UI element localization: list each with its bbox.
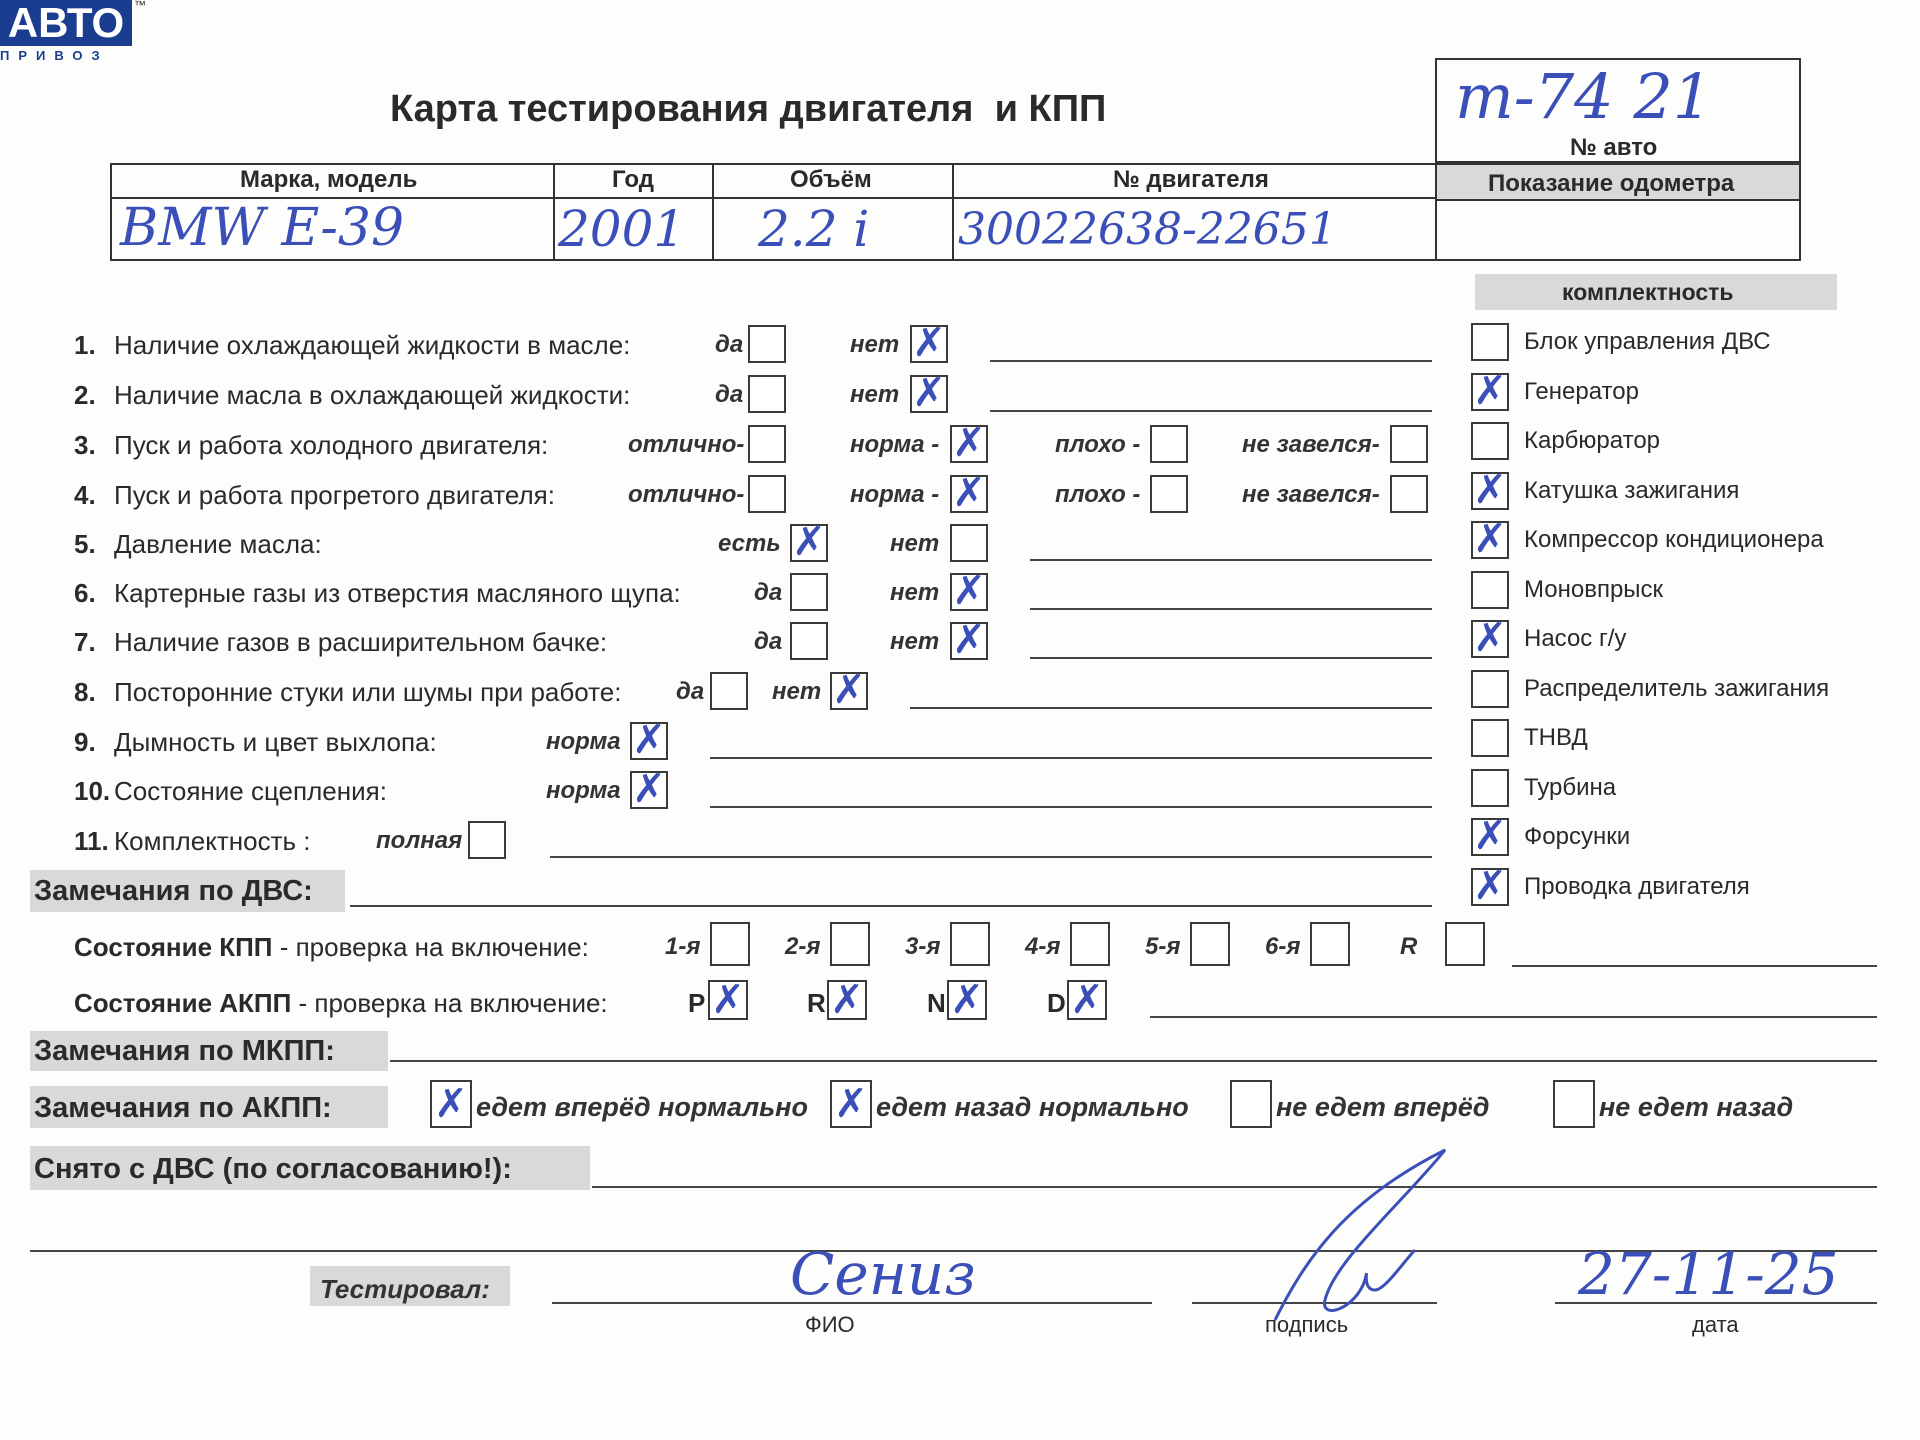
item-5-line: [1030, 559, 1432, 561]
kpp-gear-checkbox[interactable]: [1445, 922, 1485, 966]
akpp-mode-label: P: [688, 988, 706, 1018]
check-mark: ✗: [830, 977, 864, 1023]
item-6-number: 6.: [74, 578, 96, 608]
completeness-item-label: Распределитель зажигания: [1524, 674, 1830, 702]
fio-value: Сениз: [790, 1240, 976, 1308]
item-6-line: [1030, 608, 1432, 610]
date-value: 27-11-25: [1578, 1240, 1839, 1308]
item-6-option-label: нет: [890, 579, 940, 606]
kpp-gear-checkbox[interactable]: [1310, 922, 1350, 966]
item-11-text: Комплектность :: [114, 826, 311, 856]
check-mark: ✗: [632, 717, 666, 763]
item-5-text: Давление масла:: [114, 529, 322, 559]
completeness-item-label: Моновпрыск: [1524, 575, 1664, 603]
logo: [0, 0, 150, 70]
item-3-checkbox[interactable]: [748, 425, 786, 463]
item-7-text: Наличие газов в расширительном бачке:: [114, 627, 608, 657]
completeness-item-label: Проводка двигателя: [1524, 872, 1750, 900]
check-mark: ✗: [434, 1081, 468, 1127]
check-mark: ✗: [952, 568, 986, 614]
item-8-checkbox[interactable]: [710, 672, 748, 710]
item-3-option-label: не завелся-: [1242, 431, 1380, 458]
item-8-option-label: нет: [772, 678, 822, 705]
item-2-line: [990, 410, 1432, 412]
item-8-option-label: да: [676, 678, 705, 705]
item-8-line: [910, 707, 1432, 709]
kpp-gear-label: 4-я: [1025, 933, 1061, 960]
item-2-number: 2.: [74, 380, 96, 410]
item-4-checkbox[interactable]: [1150, 475, 1188, 513]
odometer-value-cell: [1435, 199, 1801, 261]
kpp-gear-checkbox[interactable]: [830, 922, 870, 966]
removed-line: [592, 1186, 1877, 1188]
kpp-gear-checkbox[interactable]: [710, 922, 750, 966]
completeness-header-label: комплектность: [1562, 279, 1734, 305]
check-mark: ✗: [1070, 977, 1104, 1023]
table-header-volume: Объём: [790, 166, 872, 193]
completeness-checkbox[interactable]: [1471, 769, 1509, 807]
akpp-remark-label: едет назад нормально: [876, 1092, 1189, 1122]
item-11-checkbox[interactable]: [468, 821, 506, 859]
item-7-checkbox[interactable]: [790, 622, 828, 660]
check-mark: ✗: [912, 370, 946, 416]
item-4-checkbox[interactable]: [1390, 475, 1428, 513]
item-8-text: Посторонние стуки или шумы при работе:: [114, 677, 622, 707]
item-11-line: [550, 856, 1432, 858]
logo-main: АВТО: [0, 0, 132, 46]
check-mark: ✗: [1473, 516, 1507, 562]
completeness-item-label: Насос г/у: [1524, 625, 1627, 652]
tested-by-label: Тестировал:: [320, 1274, 490, 1304]
item-9-text: Дымность и цвет выхлопа:: [114, 727, 437, 757]
completeness-item-label: Компрессор кондиционера: [1524, 526, 1824, 553]
signature-scribble: [1265, 1140, 1465, 1340]
logo-tm: ™: [134, 0, 146, 12]
kpp-gear-label: 1-я: [665, 933, 701, 960]
check-mark: ✗: [632, 766, 666, 812]
item-6-option-label: да: [754, 579, 783, 606]
completeness-item-label: Форсунки: [1524, 823, 1631, 850]
check-mark: ✗: [950, 977, 984, 1023]
item-4-option-label: не завелся-: [1242, 481, 1380, 508]
table-value-year: 2001: [558, 200, 686, 258]
date-label: дата: [1692, 1312, 1739, 1337]
item-4-option-label: норма -: [850, 481, 940, 508]
item-3-checkbox[interactable]: [1150, 425, 1188, 463]
item-6-checkbox[interactable]: [790, 573, 828, 611]
table-col-divider: [952, 163, 954, 261]
item-9-line: [710, 757, 1432, 759]
akpp-mode-label: N: [927, 988, 946, 1018]
item-3-number: 3.: [74, 430, 96, 460]
remarks-dvs-label: Замечания по ДВС:: [34, 875, 313, 907]
item-4-option-label: плохо -: [1055, 481, 1141, 508]
item-1-option-label: нет: [850, 331, 900, 358]
completeness-item-label: Блок управления ДВС: [1524, 328, 1771, 355]
item-9-option-label: норма: [546, 728, 621, 755]
item-7-option-label: нет: [890, 628, 940, 655]
fio-label: ФИО: [805, 1312, 855, 1337]
completeness-item-label: Турбина: [1524, 773, 1617, 801]
akpp-mode-label: R: [807, 988, 826, 1018]
akpp-remark-label: не едет назад: [1599, 1092, 1794, 1122]
item-1-option-label: да: [715, 331, 744, 358]
kpp-gear-checkbox[interactable]: [1070, 922, 1110, 966]
item-1-text: Наличие охлаждающей жидкости в масле:: [114, 330, 631, 360]
check-mark: ✗: [1473, 862, 1507, 909]
item-1-checkbox[interactable]: [748, 325, 786, 363]
item-3-option-label: отлично-: [628, 431, 745, 458]
item-11-number: 11.: [74, 826, 109, 856]
item-9-number: 9.: [74, 727, 96, 757]
completeness-checkbox[interactable]: [1471, 670, 1509, 708]
item-4-checkbox[interactable]: [748, 475, 786, 513]
item-2-checkbox[interactable]: [748, 375, 786, 413]
table-col-divider: [553, 163, 555, 261]
sign-label: подпись: [1265, 1312, 1349, 1337]
page-title: Карта тестирования двигателя и КПП: [390, 88, 1107, 130]
item-5-checkbox[interactable]: [950, 524, 988, 562]
item-3-text: Пуск и работа холодного двигателя:: [114, 430, 549, 460]
item-4-text: Пуск и работа прогретого двигателя:: [114, 480, 555, 510]
completeness-checkbox[interactable]: [1471, 422, 1509, 460]
akpp-label: Состояние АКПП - проверка на включение:: [74, 988, 608, 1018]
check-mark: ✗: [1473, 367, 1507, 414]
logo-sub: ПРИВОЗ: [0, 48, 109, 63]
kpp-line: [1512, 965, 1877, 967]
check-mark: ✗: [952, 470, 986, 516]
table-value-engine-number: 30022638-22651: [958, 204, 1337, 255]
check-mark: ✗: [832, 667, 866, 713]
akpp-mode-label: D: [1047, 988, 1066, 1018]
item-4-option-label: отлично-: [628, 481, 745, 508]
kpp-gear-checkbox[interactable]: [1190, 922, 1230, 966]
item-6-text: Картерные газы из отверстия масляного щупа:: [114, 578, 681, 608]
item-10-text: Состояние сцепления:: [114, 776, 387, 806]
item-8-number: 8.: [74, 677, 96, 707]
akpp-remark-label: не едет вперёд: [1276, 1092, 1490, 1122]
check-mark: ✗: [1473, 466, 1507, 513]
remarks-mkpp-label: Замечания по МКПП:: [34, 1035, 335, 1067]
kpp-gear-label: R: [1400, 933, 1418, 960]
item-2-option-label: да: [715, 381, 744, 408]
completeness-item-label: ТНВД: [1524, 724, 1588, 751]
item-1-line: [990, 360, 1432, 362]
remarks-mkpp-line: [390, 1060, 1877, 1062]
completeness-checkbox[interactable]: [1471, 719, 1509, 757]
removed-label: Снято с ДВС (по согласованию!):: [34, 1153, 512, 1185]
table-col-divider: [712, 163, 714, 261]
item-3-option-label: плохо -: [1055, 431, 1141, 458]
item-10-line: [710, 806, 1432, 808]
remarks-dvs-line: [350, 905, 1432, 907]
completeness-checkbox[interactable]: [1471, 323, 1509, 361]
table-header-model: Марка, модель: [240, 166, 418, 193]
remarks-akpp-label: Замечания по АКПП:: [34, 1092, 332, 1124]
kpp-gear-checkbox[interactable]: [950, 922, 990, 966]
table-value-model: BMW E-39: [120, 198, 405, 258]
completeness-item-label: Генератор: [1524, 377, 1639, 405]
check-mark: ✗: [792, 519, 826, 565]
completeness-item-label: Катушка зажигания: [1524, 476, 1740, 504]
item-3-option-label: норма -: [850, 431, 940, 458]
table-value-volume: 2.2 i: [758, 200, 870, 258]
item-3-checkbox[interactable]: [1390, 425, 1428, 463]
completeness-checkbox[interactable]: [1471, 571, 1509, 609]
auto-number-handwritten: т-74 21: [1455, 60, 1713, 133]
item-2-option-label: нет: [850, 381, 900, 408]
item-5-option-label: нет: [890, 530, 940, 557]
item-2-text: Наличие масла в охлаждающей жидкости:: [114, 380, 631, 410]
check-mark: ✗: [834, 1081, 868, 1127]
check-mark: ✗: [711, 977, 745, 1023]
check-mark: ✗: [912, 320, 946, 366]
kpp-gear-label: 5-я: [1145, 933, 1181, 960]
kpp-gear-label: 3-я: [905, 933, 941, 960]
completeness-item-label: Карбюратор: [1524, 427, 1661, 454]
akpp-line: [1150, 1016, 1877, 1018]
auto-number-label: № авто: [1570, 134, 1658, 161]
akpp-remark-checkbox[interactable]: [1553, 1080, 1595, 1128]
item-4-number: 4.: [74, 480, 96, 510]
item-5-option-label: есть: [718, 530, 781, 557]
odometer-label: Показание одометра: [1488, 170, 1735, 197]
item-11-option-label: полная: [376, 827, 463, 854]
item-7-number: 7.: [74, 627, 96, 657]
item-10-option-label: норма: [546, 777, 621, 804]
check-mark: ✗: [952, 420, 986, 466]
item-1-number: 1.: [74, 330, 96, 360]
kpp-gear-label: 6-я: [1265, 933, 1301, 960]
check-mark: ✗: [1473, 813, 1507, 859]
kpp-label: Состояние КПП - проверка на включение:: [74, 932, 589, 962]
table-header-year: Год: [612, 166, 654, 193]
akpp-remark-label: едет вперёд нормально: [476, 1092, 808, 1122]
check-mark: ✗: [952, 617, 986, 663]
akpp-remark-checkbox[interactable]: [1230, 1080, 1272, 1128]
kpp-gear-label: 2-я: [785, 933, 821, 960]
item-7-line: [1030, 657, 1432, 659]
check-mark: ✗: [1473, 615, 1507, 661]
item-5-number: 5.: [74, 529, 96, 559]
item-10-number: 10.: [74, 776, 111, 806]
table-header-engine-number: № двигателя: [1113, 166, 1269, 193]
item-7-option-label: да: [754, 628, 783, 655]
